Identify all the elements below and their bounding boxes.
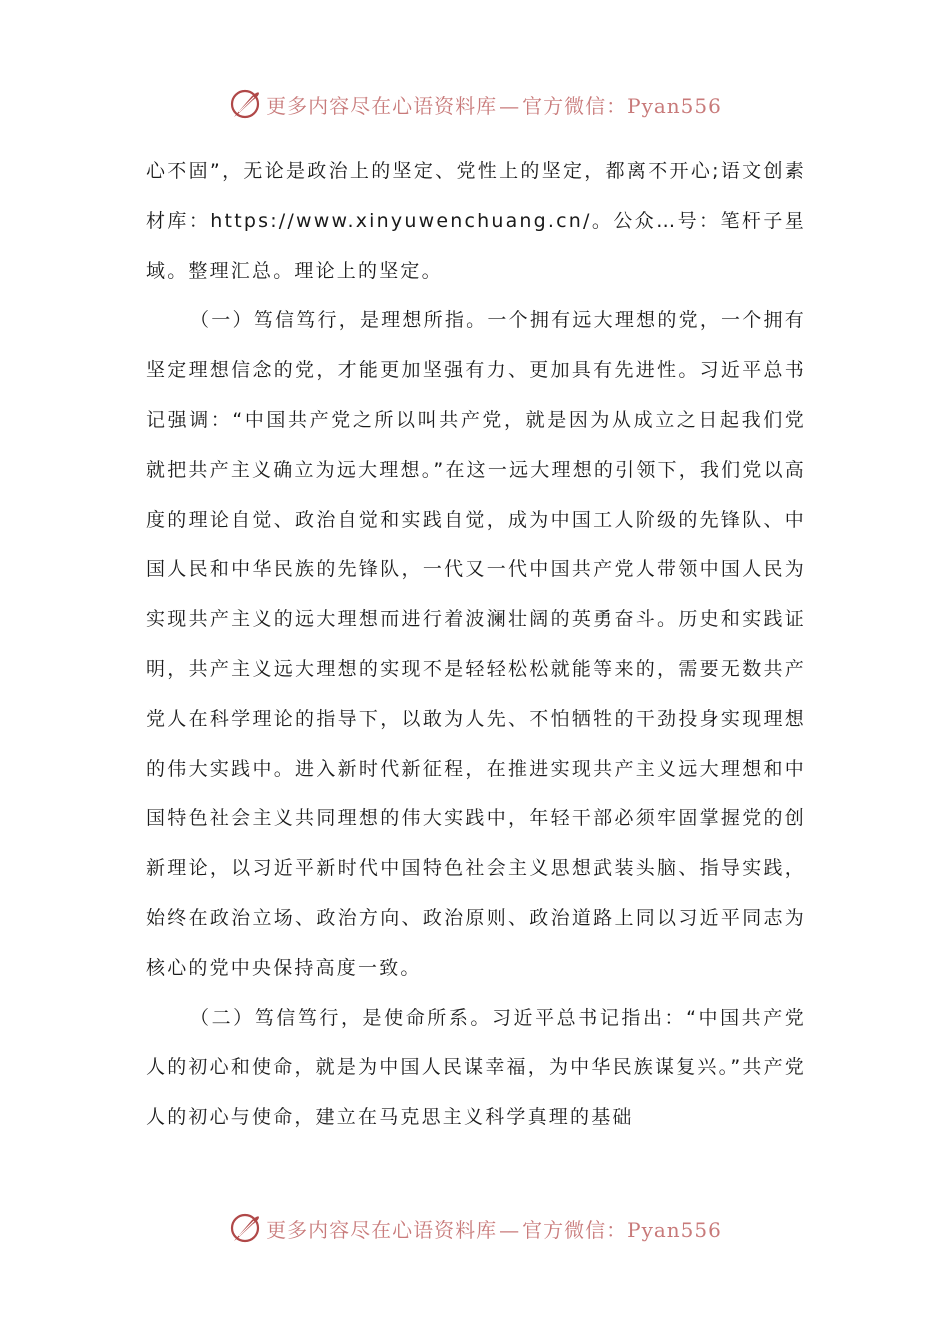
header-site-name: 更多内容尽在心语资料库	[266, 93, 498, 118]
footer-separator: —	[499, 1217, 521, 1242]
header-banner-text	[266, 90, 722, 119]
footer-banner	[0, 1208, 950, 1248]
header-banner	[0, 84, 950, 124]
document-body	[146, 147, 806, 1143]
footer-banner-text	[266, 1214, 722, 1243]
header-separator: —	[499, 93, 521, 118]
header-contact: 官方微信：Pyan556	[522, 93, 722, 118]
paragraph-section-1: （一）笃信笃行，是理想所指。一个拥有远大理想的党，一个拥有坚定理想信念的党，才能更加坚强有力、更加具有先进性。习近平总书记强调：“中国共产党之所以叫共产党，就是因为从成立之日起我们党就把共产主义确立为远大理想。”在这一远大理想的引领下，我们党以高度的理论自觉、政治自觉和实践自觉，成为中国工人阶级的先锋队、中国人民和中华民族的先锋队，一代又一代中国共产党人带领中国人民为实现共产主义的远大理想而进行着波澜壮阔的英勇奋斗。历史和实践证明，共产主义远大理想的实现不是轻轻松松就能等来的，需要无数共产党人在科学理论的指导下，以敢为人先、不怕牺牲的干劲投身实现理想的伟大实践中。进入新时代新征程，在推进实现共产主义远大理想和中国特色社会主义共同理想的伟大实践中，年轻干部必须牢固掌握党的创新理论，以习近平新时代中国特色社会主义思想武装头脑、指导实践，始终在政治立场、政治方向、政治原则、政治道路上同以习近平同志为核心的党中央保持高度一致。	[146, 309, 806, 979]
feather-pen-circle-icon	[228, 87, 262, 121]
footer-contact: 官方微信：Pyan556	[522, 1217, 722, 1242]
paragraph-section-2: （二）笃信笃行，是使命所系。习近平总书记指出：“中国共产党人的初心和使命，就是为中国人民谋幸福，为中华民族谋复兴。”共产党人的初心与使命，建立在马克思主义科学真理的基础	[146, 1006, 806, 1129]
paragraph-continuation: 心不固”，无论是政治上的坚定、党性上的坚定，都离不开心;语文创素材库：https://www.xinyuwenchuang.cn/。公众…号：笔杆子星域。整理汇总。理论上的坚定。	[146, 160, 806, 282]
footer-site-name: 更多内容尽在心语资料库	[266, 1217, 498, 1242]
feather-pen-circle-icon	[228, 1211, 262, 1245]
